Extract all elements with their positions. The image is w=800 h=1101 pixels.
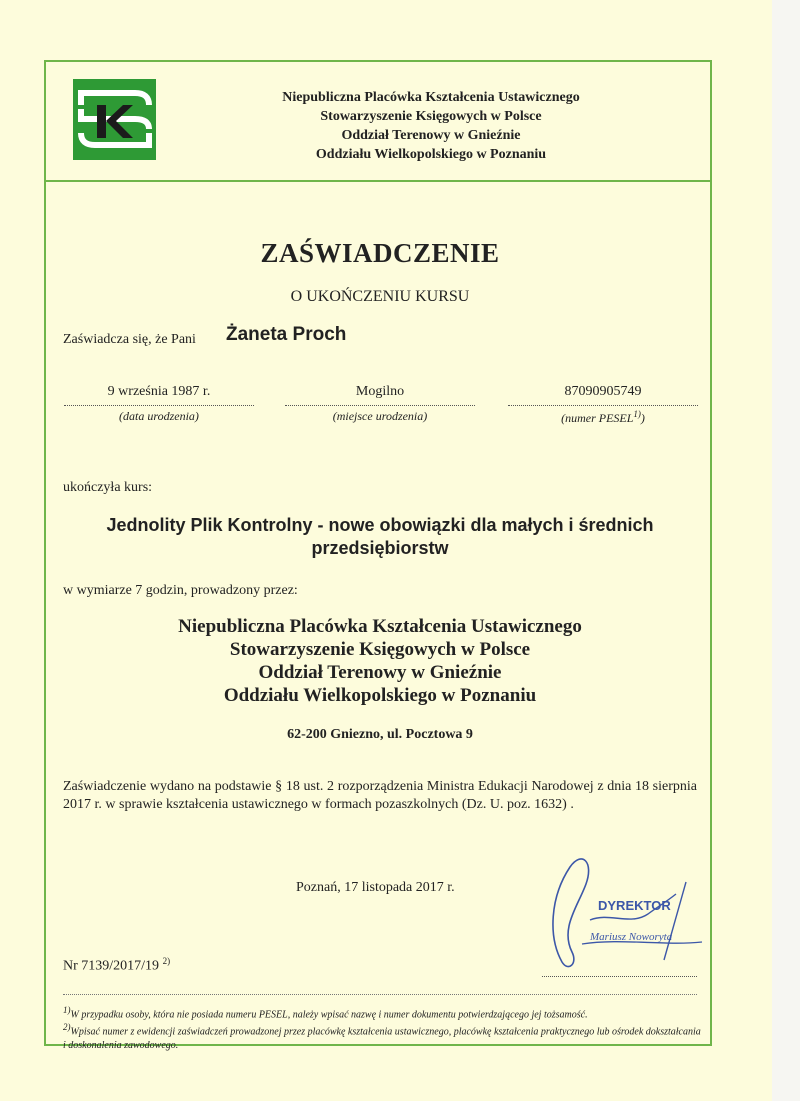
scope-label: w wymiarze 7 godzin, prowadzony przez:	[63, 583, 298, 598]
organization-block	[66, 615, 694, 707]
certificate-frame	[44, 60, 712, 1051]
ks-logo	[73, 79, 156, 160]
course-line: przedsiębiorstw	[311, 538, 449, 558]
pesel-caption-text: (numer PESEL	[561, 411, 634, 425]
birth-date-value: 9 września 1987 r.	[107, 384, 211, 399]
signature-line	[542, 976, 697, 977]
stamp-name: Mariusz Noworyta	[590, 931, 673, 943]
organization-line: Stowarzyszenie Księgowych w Polsce	[229, 639, 531, 660]
organization-address: 62-200 Gniezno, ul. Pocztowa 9	[287, 727, 473, 742]
birth-date-caption: (data urodzenia)	[119, 409, 199, 423]
dotted-line	[64, 405, 254, 406]
finished-label: ukończyła kurs:	[63, 480, 153, 495]
footnote-1	[63, 1004, 703, 1021]
birth-place-value: Mogilno	[355, 384, 405, 399]
certificate-number	[63, 956, 170, 975]
footnote-separator	[63, 994, 697, 995]
legal-basis-text: Zaświadczenie wydano na podstawie § 18 ust. 2 rozporządzenia Ministra Edukacji Narodowej z dnia 18 sierpnia 2017 r. w sprawie kształcenia ustawicznego w formach pozaszkolnych (Dz. U. poz. 1632) .	[63, 779, 697, 812]
organization-line: Niepubliczna Placówka Kształcenia Ustawicznego	[178, 616, 582, 637]
document-title: ZAŚWIADCZENIE	[260, 238, 500, 268]
pesel-value: 87090905749	[564, 384, 642, 399]
course-line: Jednolity Plik Kontrolny - nowe obowiązki dla małych i średnich	[106, 515, 654, 535]
person-name: Żaneta Proch	[226, 324, 347, 345]
footnote-mark: 2)	[162, 956, 171, 966]
header-line: Oddział Terenowy w Gnieźnie	[341, 128, 521, 143]
birth-date-field	[64, 384, 254, 424]
certificate-number-text: Nr 7139/2017/19	[63, 958, 160, 974]
organization-line: Oddział Terenowy w Gnieźnie	[258, 662, 502, 683]
footnote-text: Wpisać numer z ewidencji zaświadczeń prowadzonej przez placówkę kształcenia ustawicznego, placówkę kształcenia praktycznego lub ośrodek dokształcania i doskonalenia zawodowego.	[63, 1026, 701, 1051]
page-margin	[772, 0, 800, 1101]
birth-place-field	[285, 384, 475, 424]
document-subtitle: O UKOŃCZENIU KURSU	[290, 288, 470, 305]
footnote-mark: 1)	[63, 1005, 71, 1015]
header-line: Oddziału Wielkopolskiego w Poznaniu	[315, 147, 547, 162]
statement-label: Zaświadcza się, że Pani	[63, 332, 196, 347]
place-date: Poznań, 17 listopada 2017 r.	[296, 880, 455, 895]
organization-line: Oddziału Wielkopolskiego w Poznaniu	[223, 685, 537, 706]
birth-place-caption: (miejsce urodzenia)	[332, 409, 428, 423]
footnote-mark: 2)	[63, 1022, 71, 1033]
footnotes	[63, 1004, 703, 1052]
pesel-caption-end: )	[640, 411, 645, 425]
director-stamp-signature	[490, 842, 710, 977]
dotted-line	[285, 405, 475, 406]
dotted-line	[508, 405, 698, 406]
stamp-role: DYREKTOR	[598, 898, 671, 913]
ks-logo-icon	[73, 79, 156, 160]
header-line: Stowarzyszenie Księgowych w Polsce	[320, 109, 542, 124]
header-line: Niepubliczna Placówka Kształcenia Ustawicznego	[282, 90, 580, 105]
footnote-mark: 1)	[633, 409, 641, 419]
header	[46, 62, 710, 182]
footnote-2	[63, 1021, 703, 1051]
header-organization	[196, 88, 666, 164]
course-title	[66, 514, 694, 560]
pesel-caption	[508, 409, 698, 426]
footnote-text: W przypadku osoby, która nie posiada numeru PESEL, należy wpisać nazwę i numer dokumentu potwierdzającego jej tożsamość.	[70, 1009, 588, 1021]
pesel-field	[508, 384, 698, 426]
